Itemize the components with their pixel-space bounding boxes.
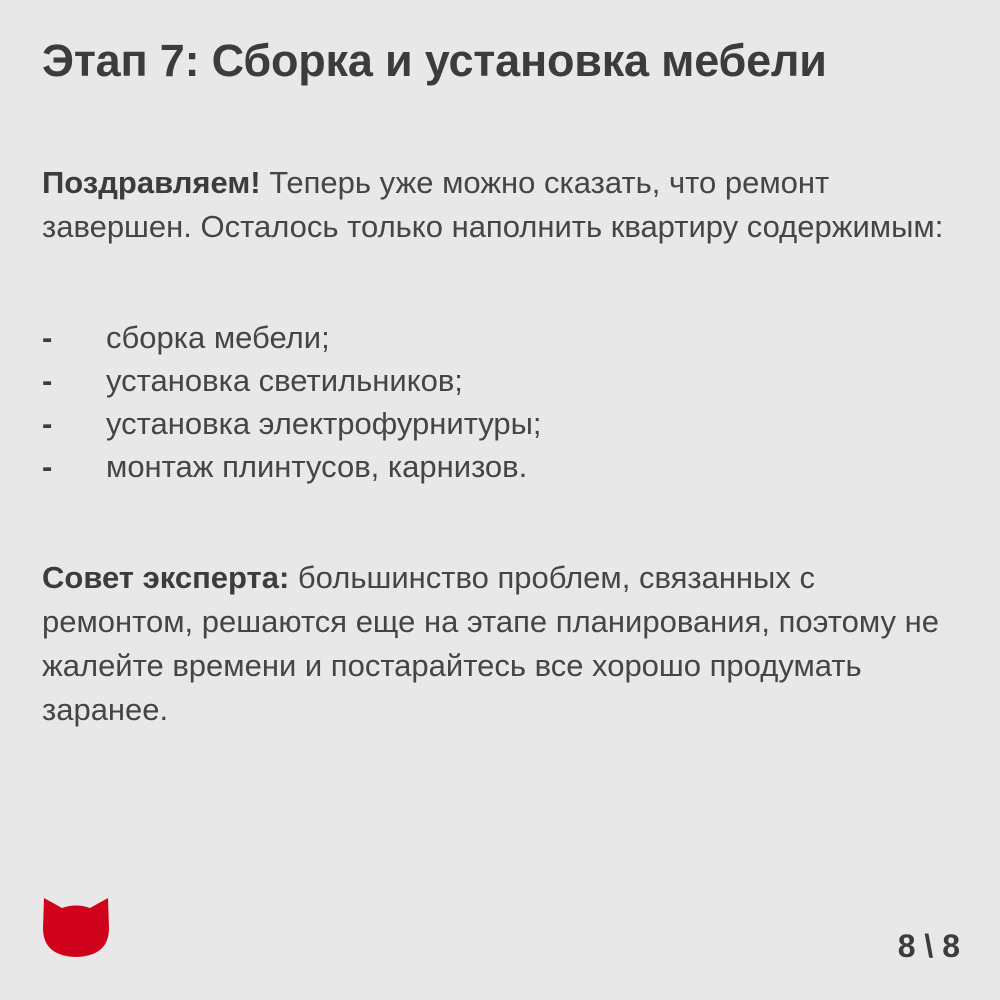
cat-head-icon: [42, 892, 110, 958]
page-counter: 8 \ 8: [897, 928, 960, 964]
list-marker: -: [42, 320, 53, 355]
expert-tip-text: большинство проблем, связанных с ремонтом, решаются еще на этапе планирования, поэтому не жалейте времени и постарайтесь все хорошо продумать заранее.: [42, 560, 940, 727]
list-marker: -: [42, 449, 53, 484]
intro-text: Теперь уже можно сказать, что ремонт завершен. Осталось только наполнить квартиру содержимым:: [42, 165, 944, 244]
list-item-text: сборка мебели;: [106, 320, 330, 355]
intro-paragraph: [42, 161, 972, 249]
list-item-text: установка светильников;: [106, 363, 463, 398]
page-title: Этап 7: Сборка и установка мебели: [42, 35, 827, 86]
list-marker: -: [42, 363, 53, 398]
list-item-text: монтаж плинтусов, карнизов.: [106, 449, 528, 484]
expert-tip-lead: Совет эксперта:: [42, 560, 290, 595]
intro-lead: Поздравляем!: [42, 165, 261, 200]
cat-head-shape: [43, 898, 109, 957]
expert-tip-paragraph: [42, 556, 972, 732]
list-marker: -: [42, 406, 53, 441]
list-item-text: установка электрофурнитуры;: [106, 406, 542, 441]
